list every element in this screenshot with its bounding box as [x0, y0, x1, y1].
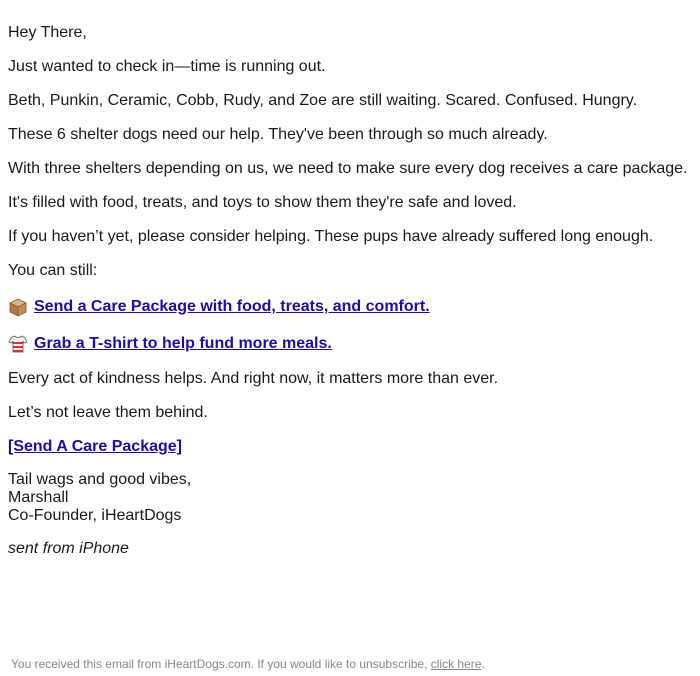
paragraph-kindness: Every act of kindness helps. And right now, it matters more than ever. [8, 370, 499, 387]
signoff-title: Co-Founder, iHeartDogs [8, 507, 182, 524]
paragraph-package-contents: It's filled with food, treats, and toys to show them they're safe and loved. [8, 194, 517, 211]
cta-bracket-row [8, 437, 696, 457]
tshirt-link-row [8, 334, 696, 354]
email-body [8, 23, 696, 559]
sent-from-iphone: sent from iPhone [8, 540, 129, 557]
footer-text: You received this email from iHeartDogs.com. If you would like to unsubscribe, [11, 657, 431, 671]
paragraph-three-shelters: With three shelters depending on us, we need to make sure every dog receives a care package. [8, 160, 688, 177]
signoff-line: Tail wags and good vibes, [8, 471, 192, 488]
care-package-link-row [8, 297, 696, 317]
paragraph-leave-behind: Let’s not leave them behind. [8, 404, 208, 421]
send-care-package-link[interactable]: Send a Care Package with food, treats, and comfort. [34, 298, 430, 315]
paragraph-check-in: Just wanted to check in—time is running out. [8, 58, 326, 75]
package-icon [8, 297, 28, 317]
send-a-care-package-button[interactable]: [Send A Care Package] [8, 438, 182, 455]
greeting: Hey There, [8, 24, 87, 41]
signoff [8, 471, 696, 525]
unsubscribe-link[interactable]: click here [430, 657, 482, 671]
footer-end: . [481, 657, 485, 671]
grab-tshirt-link[interactable]: Grab a T-shirt to help fund more meals. [34, 335, 332, 352]
paragraph-shelter-dogs: These 6 shelter dogs need our help. They've been through so much already. [8, 126, 548, 143]
tshirt-icon [8, 334, 28, 354]
paragraph-you-can-still: You can still: [8, 262, 98, 279]
signoff-name: Marshall [8, 489, 69, 506]
paragraph-please-help: If you haven’t yet, please consider helping. These pups have already suffered long enough. [8, 228, 654, 245]
paragraph-dog-names: Beth, Punkin, Ceramic, Cobb, Rudy, and Zoe are still waiting. Scared. Confused. Hungry. [8, 92, 638, 109]
footer [11, 657, 485, 671]
